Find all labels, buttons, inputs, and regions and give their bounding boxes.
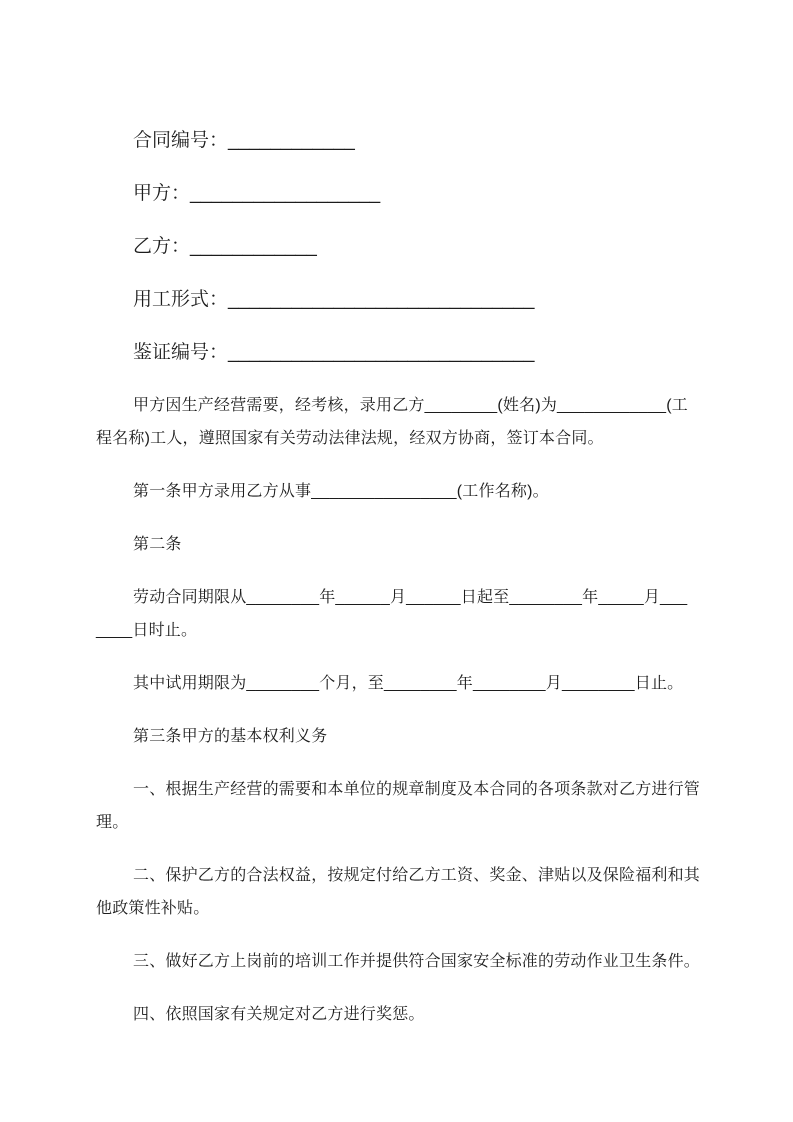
document-body — [96, 124, 701, 1031]
party-a-field — [96, 177, 697, 210]
probation-term-paragraph — [96, 667, 697, 700]
party-b-field — [96, 230, 697, 263]
text-line: 其中试用期限为________个月，至________年________月________日止。 — [133, 675, 684, 692]
text-line: 程名称)工人，遵照国家有关劳动法律法规，经双方协商，签订本合同。 — [96, 430, 604, 447]
text-line: 劳动合同期限从________年______月______日起至________年_____月___ — [133, 589, 688, 606]
text-line: ____日时止。 — [96, 622, 198, 639]
text-line: 理。 — [96, 814, 129, 831]
contract-number-field — [96, 124, 697, 157]
text-line: 第三条甲方的基本权利义务 — [133, 728, 328, 745]
article-3-item-1 — [96, 773, 701, 839]
text-line: 四、依照国家有关规定对乙方进行奖惩。 — [133, 1006, 425, 1023]
text-line: 三、做好乙方上岗前的培训工作并提供符合国家安全标准的劳动作业卫生条件。 — [133, 953, 701, 970]
article-3-heading — [96, 720, 697, 753]
verification-number-field — [96, 336, 697, 369]
text-line: 鉴证编号：_____________________________ — [133, 342, 535, 363]
text-line: 甲方因生产经营需要，经考核，录用乙方________(姓名)为____________(工 — [133, 397, 688, 414]
text-line: 他政策性补贴。 — [96, 900, 210, 917]
text-line: 甲方：__________________ — [133, 183, 381, 204]
article-3-item-4 — [96, 998, 697, 1031]
text-line: 第二条 — [133, 536, 182, 553]
text-line: 乙方：____________ — [133, 236, 317, 257]
text-line: 用工形式：_____________________________ — [133, 289, 535, 310]
article-2-heading — [96, 528, 697, 561]
text-line: 一、根据生产经营的需要和本单位的规章制度及本合同的各项条款对乙方进行管 — [133, 781, 701, 798]
text-line: 二、保护乙方的合法权益，按规定付给乙方工资、奖金、津贴以及保险福利和其 — [133, 867, 701, 884]
contract-term-paragraph — [96, 581, 697, 647]
article-3-item-2 — [96, 859, 701, 925]
article-3-item-3 — [96, 945, 701, 978]
preamble-paragraph — [96, 389, 697, 455]
employment-type-field — [96, 283, 697, 316]
text-line: 第一条甲方录用乙方从事________________(工作名称)。 — [133, 483, 549, 500]
text-line: 合同编号：____________ — [133, 130, 355, 151]
article-1-paragraph — [96, 475, 697, 508]
